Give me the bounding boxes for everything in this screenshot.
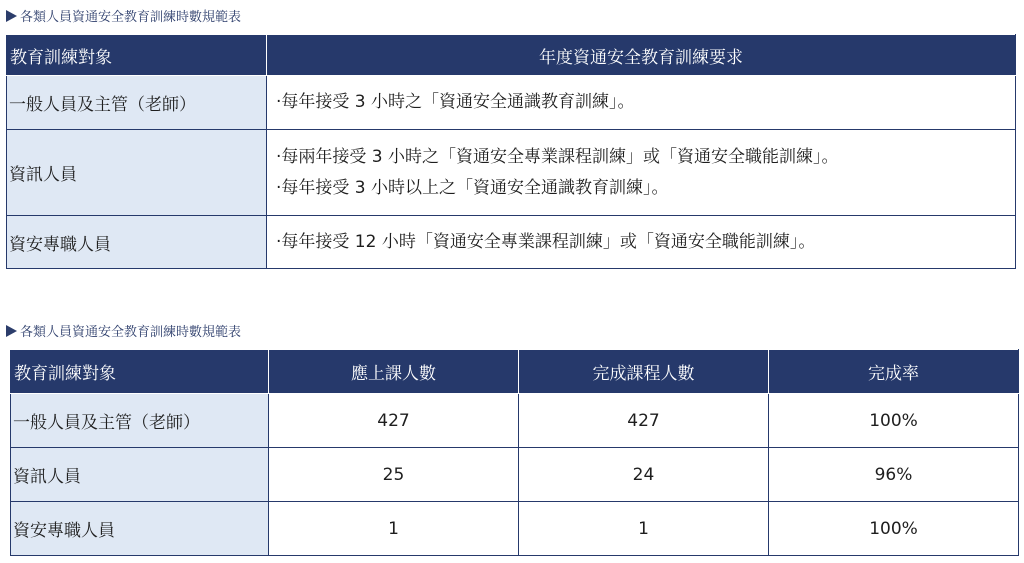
column-header-target: 教育訓練對象	[7, 35, 267, 76]
table-row	[11, 448, 1019, 502]
training-requirements-table	[6, 34, 1016, 269]
section2-title-text: 各類人員資通安全教育訓練時數規範表	[20, 325, 242, 340]
requirement-line: ‧每年接受 3 小時之「資通安全通識教育訓練」。	[276, 92, 635, 112]
required-count-cell: 1	[269, 502, 519, 556]
target-cell: 資訊人員	[11, 448, 269, 502]
column-header-completed: 完成課程人數	[519, 350, 769, 394]
table-row	[11, 394, 1019, 448]
target-cell: 資安專職人員	[11, 502, 269, 556]
triangle-right-icon	[6, 325, 17, 337]
requirement-line: ‧每年接受 3 小時以上之「資通安全通識教育訓練」。	[276, 177, 669, 198]
completed-count-cell: 24	[519, 448, 769, 502]
section1-title	[6, 6, 241, 25]
table-row	[7, 130, 1016, 216]
completed-count-cell: 427	[519, 394, 769, 448]
completion-rate-cell: 96%	[769, 448, 1019, 502]
target-cell: 一般人員及主管（老師）	[7, 76, 267, 130]
table-header-row	[11, 350, 1019, 394]
completion-rate-cell: 100%	[769, 394, 1019, 448]
table-row	[7, 216, 1016, 269]
target-cell: 一般人員及主管（老師）	[11, 394, 269, 448]
completed-count-cell: 1	[519, 502, 769, 556]
target-cell: 資安專職人員	[7, 216, 267, 269]
table-row	[11, 502, 1019, 556]
requirement-cell	[267, 76, 1016, 130]
requirement-cell	[267, 130, 1016, 216]
requirement-line: ‧每年接受 12 小時「資通安全專業課程訓練」或「資通安全職能訓練」。	[276, 231, 816, 252]
table-header-row	[7, 35, 1016, 76]
completion-rate-cell: 100%	[769, 502, 1019, 556]
training-completion-table	[10, 349, 1019, 556]
triangle-right-icon	[6, 10, 17, 22]
column-header-target: 教育訓練對象	[11, 350, 269, 394]
section2-title	[6, 321, 241, 340]
target-cell: 資訊人員	[7, 130, 267, 216]
requirement-line: ‧每兩年接受 3 小時之「資通安全專業課程訓練」或「資通安全職能訓練」。	[276, 146, 839, 167]
column-header-required: 應上課人數	[269, 350, 519, 394]
required-count-cell: 427	[269, 394, 519, 448]
column-header-requirement: 年度資通安全教育訓練要求	[267, 35, 1016, 76]
column-header-rate: 完成率	[769, 350, 1019, 394]
section1-title-text: 各類人員資通安全教育訓練時數規範表	[20, 10, 242, 25]
table-row	[7, 76, 1016, 130]
required-count-cell: 25	[269, 448, 519, 502]
requirement-cell	[267, 216, 1016, 269]
